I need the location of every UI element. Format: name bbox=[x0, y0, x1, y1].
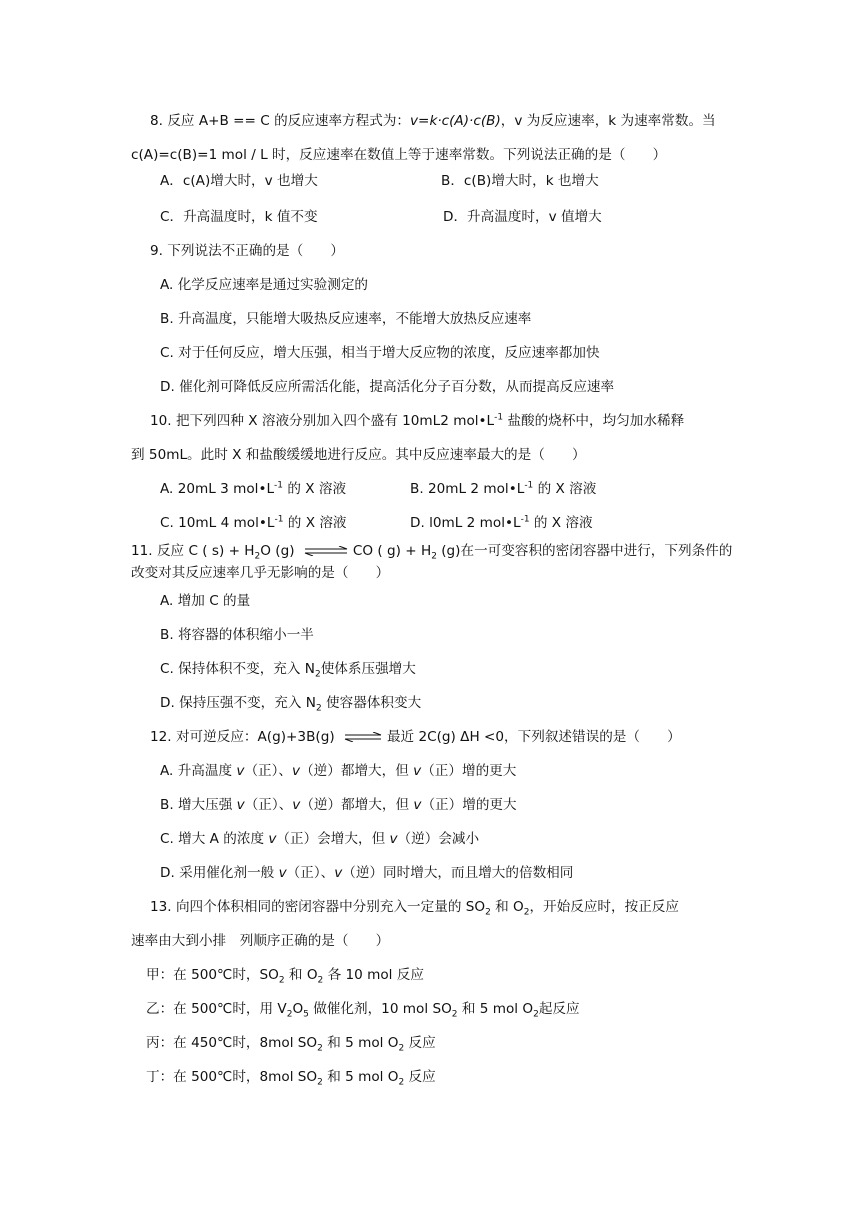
equilibrium-arrow-icon bbox=[343, 732, 383, 742]
q11-text-d: (g)在一可变容积的密闭容器中进行，下列条件的 bbox=[436, 543, 733, 559]
q10-option-d-tail: 的 X 溶液 bbox=[529, 515, 593, 531]
q8-text-2: ，v 为反应速率，k 为速率常数。当 bbox=[500, 113, 716, 129]
q11-line1 bbox=[131, 541, 732, 561]
q13-yi-sub-4: 2 bbox=[533, 1009, 539, 1020]
q13-yi-text-4: 和 5 mol O bbox=[457, 1001, 534, 1017]
q11-sub-h2o: 2 bbox=[254, 551, 261, 562]
q12-option-b-text-4: （正）增的更大 bbox=[421, 797, 517, 813]
q12-option-a-v3: v bbox=[413, 763, 422, 779]
q11-option-c bbox=[160, 659, 416, 679]
q11-sub-h2: 2 bbox=[431, 551, 437, 562]
q13-item-bing bbox=[146, 1033, 436, 1053]
q13-jia-text-3: 各 10 mol 反应 bbox=[323, 967, 424, 983]
q12-option-b-v1: v bbox=[236, 797, 245, 813]
q13-line1 bbox=[150, 897, 679, 917]
q13-jia-text-2: 和 O bbox=[284, 967, 318, 983]
q12-option-a-v1: v bbox=[236, 763, 245, 779]
q13-line2: 速率由大到小排 列顺序正确的是（ ） bbox=[131, 933, 390, 949]
q10-option-a bbox=[160, 479, 346, 499]
q13-text-a: 13. 向四个体积相同的密闭容器中分别充入一定量的 SO bbox=[150, 899, 486, 915]
q13-bing-sub-2: 2 bbox=[398, 1043, 405, 1054]
q12-option-a-text-2: （正）、 bbox=[244, 763, 293, 779]
q13-ding-text-2: 和 5 mol O bbox=[322, 1069, 399, 1085]
q8-option-c: C．升高温度时，k 值不变 bbox=[160, 209, 318, 225]
q8-option-b: B．c(B)增大时，k 也增大 bbox=[441, 173, 599, 189]
q10-option-d-sup: -1 bbox=[520, 514, 530, 525]
q12-option-c-text-3: （逆）会减小 bbox=[397, 831, 480, 847]
q9-option-a: A. 化学反应速率是通过实验测定的 bbox=[160, 277, 369, 293]
q13-item-yi bbox=[146, 999, 580, 1019]
q10-option-a-sup: -1 bbox=[274, 480, 284, 491]
q12-option-a-text: A. 升高温度 bbox=[160, 763, 237, 779]
q10-option-b bbox=[410, 479, 596, 499]
q12-option-b-v2: v bbox=[292, 797, 301, 813]
q12-option-a bbox=[160, 761, 516, 781]
q11-option-d-sub: 2 bbox=[315, 703, 322, 714]
q11-option-d-text: D. 保持压强不变，充入 N bbox=[160, 695, 316, 711]
q11-option-c-text: C. 保持体积不变，充入 N bbox=[160, 661, 315, 677]
q13-yi-sub-2: 5 bbox=[303, 1009, 309, 1020]
q11-line2: 改变对其反应速率几乎无影响的是（ ） bbox=[131, 565, 390, 581]
q8-number: 8. bbox=[150, 113, 163, 129]
q12-option-b-text: B. 增大压强 bbox=[160, 797, 237, 813]
q12-option-b-text-3: （逆）都增大，但 bbox=[300, 797, 414, 813]
q8-line1 bbox=[150, 111, 716, 131]
q10-option-a-tail: 的 X 溶液 bbox=[283, 481, 347, 497]
q12-option-d-text-3: （逆）同时增大，而且增大的倍数相同 bbox=[342, 865, 574, 881]
q12-option-d-text-2: （正）、 bbox=[286, 865, 335, 881]
q10-option-b-text: B. 20mL 2 mol•L bbox=[410, 481, 525, 497]
q10-option-c-text: C. 10mL 4 mol•L bbox=[160, 515, 275, 531]
q12-option-d bbox=[160, 863, 573, 883]
q10-option-a-text: A. 20mL 3 mol•L bbox=[160, 481, 275, 497]
q12-option-d-text: D. 采用催化剂一般 bbox=[160, 865, 279, 881]
q8-text: 反应 A+B == C 的反应速率方程式为： bbox=[167, 113, 411, 129]
q13-ding-text-3: 反应 bbox=[404, 1069, 436, 1085]
q13-ding-sub-2: 2 bbox=[398, 1077, 405, 1088]
q11-option-b: B. 将容器的体积缩小一半 bbox=[160, 627, 314, 643]
q12-stem bbox=[150, 727, 681, 747]
q9-option-c: C. 对于任何反应，增大压强，相当于增大反应物的浓度，反应速率都加快 bbox=[160, 345, 600, 361]
q12-option-b-text-2: （正）、 bbox=[244, 797, 293, 813]
q9-option-d: D. 催化剂可降低反应所需活化能，提高活化分子百分数，从而提高反应速率 bbox=[160, 379, 615, 395]
q12-option-c-v1: v bbox=[268, 831, 277, 847]
equilibrium-arrow-icon bbox=[303, 546, 349, 556]
q11-text-b: O (g) bbox=[260, 543, 295, 559]
q13-sub-1: 2 bbox=[485, 907, 491, 918]
q13-yi-text-2: O bbox=[292, 1001, 304, 1017]
q13-text-c: ，开始反应时，按正反应 bbox=[529, 899, 679, 915]
q13-yi-text: 乙：在 500℃时，用 V bbox=[146, 1001, 287, 1017]
q13-text-b: 和 O bbox=[490, 899, 524, 915]
q10-option-c bbox=[160, 513, 347, 533]
q13-yi-sub-3: 2 bbox=[451, 1009, 458, 1020]
q8-line2: c(A)=c(B)=1 mol / L 时，反应速率在数值上等于速率常数。下列说法正确的是（ ） bbox=[131, 147, 667, 163]
q13-yi-text-3: 做催化剂，10 mol SO bbox=[308, 1001, 452, 1017]
q12-option-b-v3: v bbox=[413, 797, 422, 813]
q13-yi-sub-1: 2 bbox=[286, 1009, 293, 1020]
q12-option-d-v2: v bbox=[334, 865, 343, 881]
q10-line2: 到 50mL。此时 X 和盐酸缓缓地进行反应。其中反应速率最大的是（ ） bbox=[131, 447, 586, 463]
q12-text-b: 最近 2C(g) ΔH <0，下列叙述错误的是（ ） bbox=[386, 729, 681, 745]
q8-rate-equation: v=k·c(A)·c(B) bbox=[410, 113, 501, 129]
q12-text-a: 12. 对可逆反应：A(g)+3B(g) bbox=[150, 729, 335, 745]
q10-text-end: 盐酸的烧杯中，均匀加水稀释 bbox=[503, 413, 685, 429]
q13-yi-text-5: 起反应 bbox=[538, 1001, 580, 1017]
q13-ding-text: 丁：在 500℃时，8mol SO bbox=[146, 1069, 318, 1085]
q11-option-c-sub: 2 bbox=[314, 669, 321, 680]
q12-option-c-text-2: （正）会增大，但 bbox=[276, 831, 390, 847]
q10-superscript: -1 bbox=[494, 412, 504, 423]
q11-option-c-tail: 使体系压强增大 bbox=[320, 661, 416, 677]
q13-bing-text: 丙：在 450℃时，8mol SO bbox=[146, 1035, 318, 1051]
q11-option-d bbox=[160, 693, 421, 713]
q13-jia-sub-2: 2 bbox=[317, 975, 324, 986]
q11-text-c: CO ( g) + H bbox=[352, 543, 432, 559]
q10-line1 bbox=[150, 411, 684, 431]
q13-bing-sub-1: 2 bbox=[317, 1043, 323, 1054]
q9-stem: 9. 下列说法不正确的是（ ） bbox=[150, 243, 345, 259]
q10-text: 10. 把下列四种 X 溶液分别加入四个盛有 10mL2 mol•L bbox=[150, 413, 495, 429]
q13-sub-2: 2 bbox=[523, 907, 530, 918]
q12-option-c-text: C. 增大 A 的浓度 bbox=[160, 831, 269, 847]
q13-ding-sub-1: 2 bbox=[317, 1077, 323, 1088]
q12-option-a-text-3: （逆）都增大，但 bbox=[300, 763, 414, 779]
q13-item-ding bbox=[146, 1067, 436, 1087]
q8-option-d: D．升高温度时，v 值增大 bbox=[443, 209, 602, 225]
q13-bing-text-3: 反应 bbox=[404, 1035, 436, 1051]
q10-option-c-tail: 的 X 溶液 bbox=[283, 515, 347, 531]
q13-jia-sub-1: 2 bbox=[278, 975, 285, 986]
q10-option-b-sup: -1 bbox=[524, 480, 534, 491]
q11-option-a: A. 增加 C 的量 bbox=[160, 593, 251, 609]
q10-option-b-tail: 的 X 溶液 bbox=[533, 481, 597, 497]
q10-option-d bbox=[410, 513, 593, 533]
q12-option-c bbox=[160, 829, 479, 849]
q10-option-d-text: D. l0mL 2 mol•L bbox=[410, 515, 521, 531]
q13-item-jia bbox=[146, 965, 424, 985]
q12-option-b bbox=[160, 795, 517, 815]
q13-jia-text: 甲：在 500℃时，SO bbox=[146, 967, 279, 983]
q12-option-c-v2: v bbox=[389, 831, 398, 847]
q10-option-c-sup: -1 bbox=[274, 514, 284, 525]
q9-option-b: B. 升高温度，只能增大吸热反应速率，不能增大放热反应速率 bbox=[160, 311, 532, 327]
q12-option-a-v2: v bbox=[292, 763, 301, 779]
q12-option-a-text-4: （正）增的更大 bbox=[421, 763, 517, 779]
q11-text-a: 11. 反应 C ( s) + H bbox=[131, 543, 255, 559]
q11-option-d-tail: 使容器体积变大 bbox=[321, 695, 422, 711]
q8-option-a: A．c(A)增大时，v 也增大 bbox=[160, 173, 318, 189]
q12-option-d-v1: v bbox=[278, 865, 287, 881]
q13-bing-text-2: 和 5 mol O bbox=[322, 1035, 399, 1051]
